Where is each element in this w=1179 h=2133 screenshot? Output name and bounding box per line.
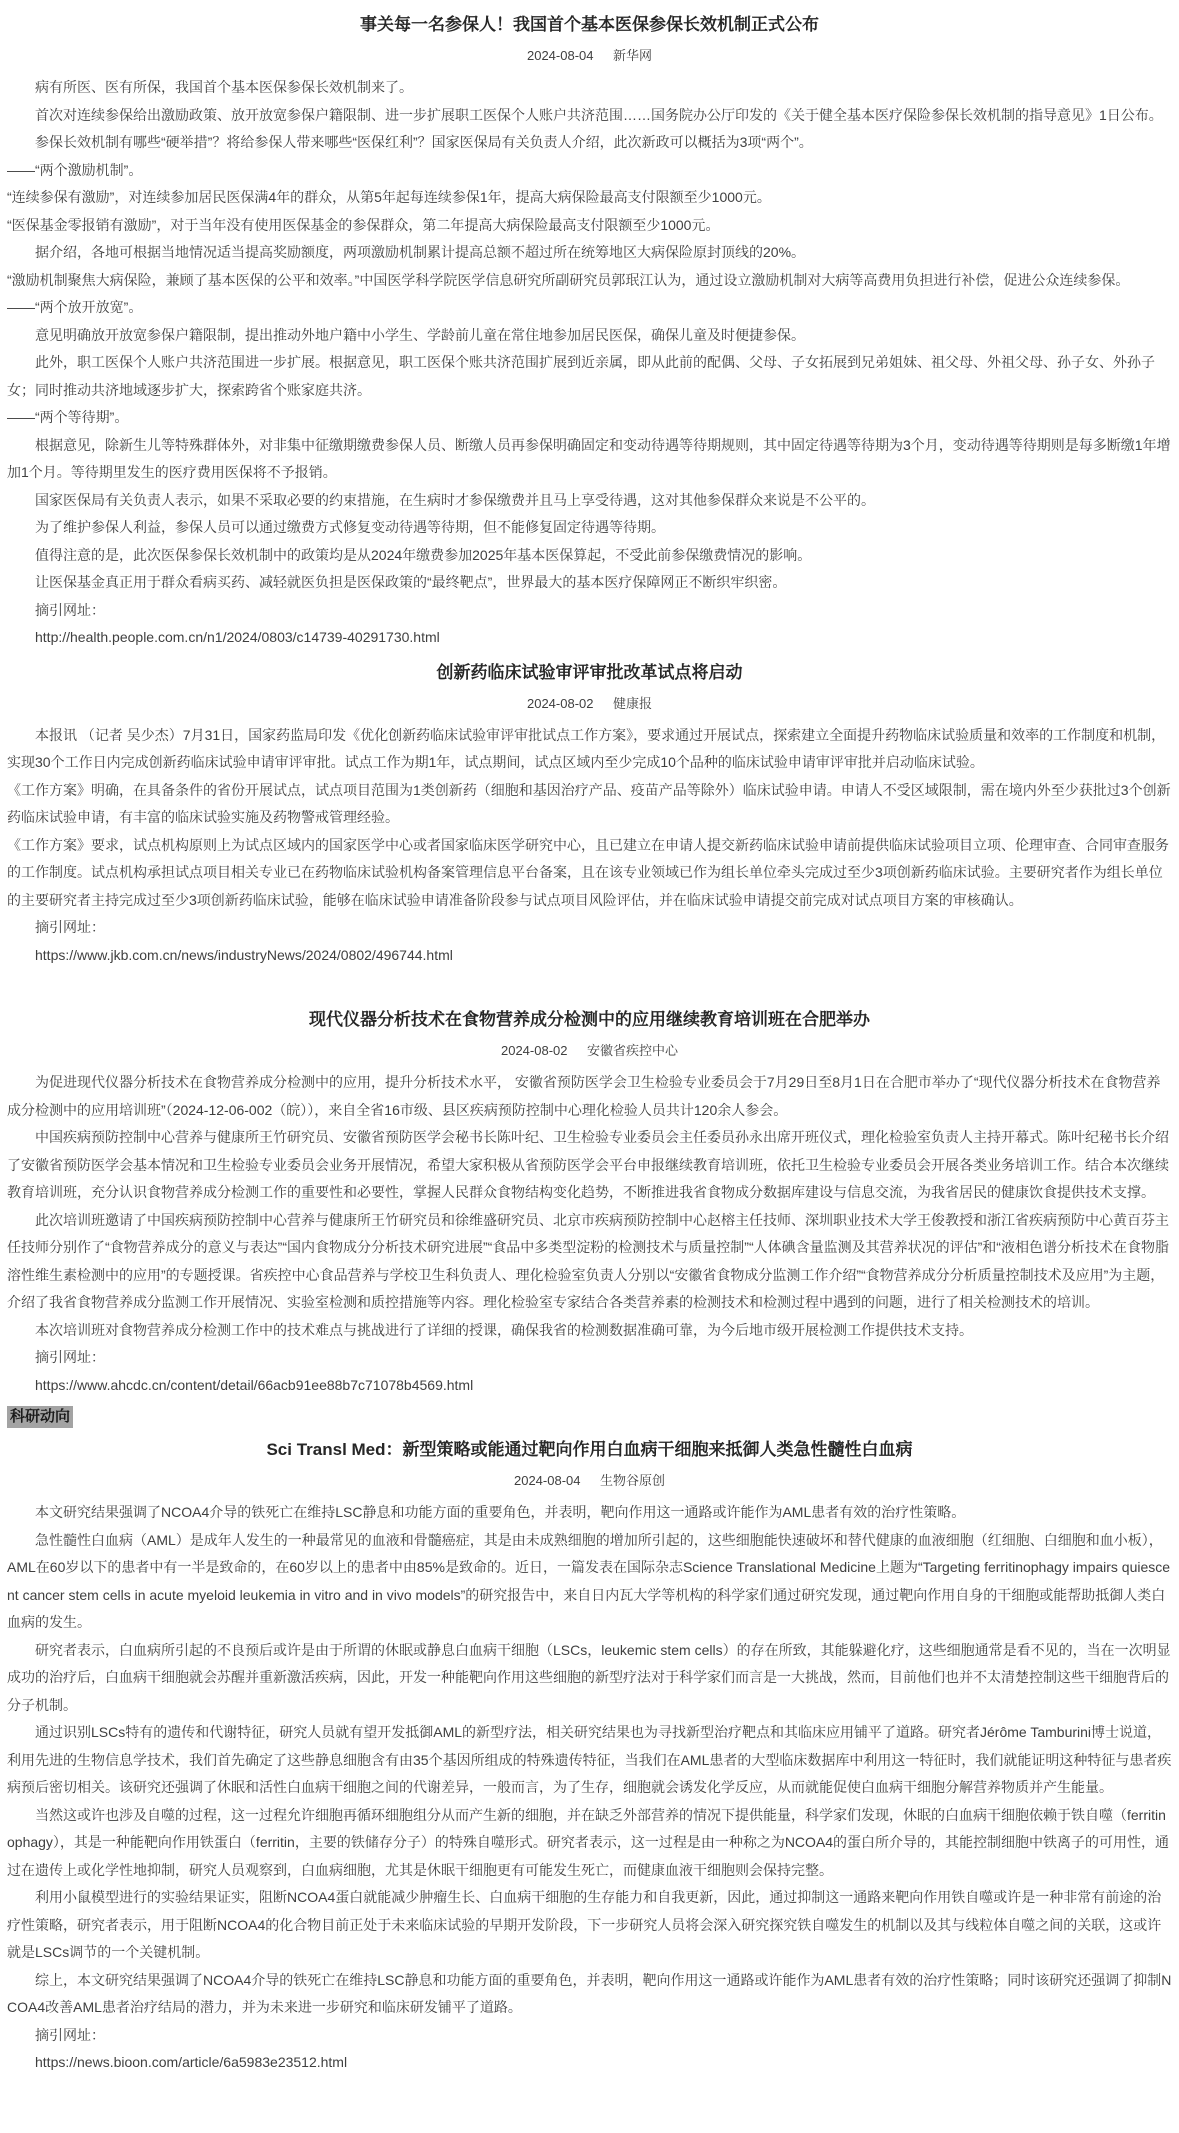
- article: [7, 1405, 1172, 2077]
- ref-url: https://news.bioon.com/article/6a5983e23512.html: [35, 2054, 348, 2070]
- article: [7, 658, 1172, 970]
- paragraph: 《工作方案》要求，试点机构原则上为试点区域内的国家医学中心或者国家临床医学研究中心，且已建立在申请人提交新药临床试验申请前提供临床试验项目立项、伦理审查、合同审查服务的工作制度。试点机构承担试点项目相关专业已在药物临床试验机构备案管理信息平台备案，且在该专业领域已作为组长单位牵头完成过至少3项创新药临床试验。主要研究者作为组长单位的主要研究者主持完成过至少3项创新药临床试验，能够在临床试验申请准备阶段参与试点项目风险评估，并在临床试验申请提交前完成对试点项目方案的审核确认。: [7, 836, 1169, 908]
- paragraph: ——“两个激励机制”。: [7, 161, 143, 178]
- article-date: 2024-08-04: [513, 1473, 581, 1488]
- paragraph: 据介绍，各地可根据当地情况适当提高奖励额度，两项激励机制累计提高总额不超过所在统筹地区大病保险原封顶线的20%。: [35, 244, 806, 260]
- paragraph: 本次培训班对食物营养成分检测工作中的技术难点与挑战进行了详细的授课，确保我省的检测数据准确可靠，为今后地市级开展检测工作提供技术支持。: [35, 1321, 973, 1338]
- paragraph: ——“两个等待期”。: [7, 409, 129, 425]
- paragraph: 为了维护参保人利益，参保人员可以通过缴费方式修复变动待遇等待期，但不能修复固定待遇等待期。: [35, 519, 665, 535]
- article-meta: [7, 42, 1172, 69]
- article-meta: [7, 690, 1172, 717]
- ref-label: 摘引网址：: [35, 1349, 105, 1365]
- articles-container: [7, 10, 1172, 2077]
- paragraph: 中国疾病预防控制中心营养与健康所王竹研究员、安徽省预防医学会秘书长陈叶纪、卫生检验专业委员会主任委员孙永出席开班仪式，理化检验室负责人主持开幕式。陈叶纪秘书长介绍了安徽省预防医学会基本情况和卫生检验专业委员会业务开展情况，希望大家积极从省预防医学会平台申报继续教育培训班，依托卫生检验专业委员会开展各类业务培训工作。结合本次继续教育培训班，充分认识食物营养成分检测工作的重要性和必要性，掌握人民群众食物结构变化趋势，不断推进我省食物成分数据库建设与信息交流，为我省居民的健康饮食提供技术支撑。: [7, 1129, 1169, 1200]
- ref-url: http://health.people.com.cn/n1/2024/0803/c14739-40291730.html: [35, 629, 440, 645]
- article-date: 2024-08-02: [500, 1043, 568, 1058]
- article-body: [7, 722, 1172, 915]
- paragraph: 国家医保局有关负责人表示，如果不采取必要的约束措施，在生病时才参保缴费并且马上享受待遇，这对其他参保群众来说是不公平的。: [35, 491, 875, 508]
- paragraph: 根据意见，除新生儿等特殊群体外，对非集中征缴期缴费参保人员、断缴人员再参保明确固定和变动待遇等待期规则，其中固定待遇等待期为3个月，变动待遇等待期则是每多断缴1年增加1个月。等待期里发生的医疗费用医保将不予报销。: [7, 436, 1171, 480]
- article-source: 安徽省疾控中心: [586, 1043, 678, 1058]
- paragraph: 《工作方案》明确，在具备条件的省份开展试点，试点项目范围为1类创新药（细胞和基因治疗产品、疫苗产品等除外）临床试验申请。申请人不受区域限制，需在境内外至少获批过3个创新药临床试验申请，有丰富的临床试验实施及药物警戒管理经验。: [7, 781, 1171, 825]
- article-title: Sci Transl Med：新型策略或能通过靶向作用白血病干细胞来抵御人类急性髓性白血病: [266, 1440, 913, 1459]
- article-date: 2024-08-02: [526, 695, 594, 711]
- article-meta: [7, 1037, 1172, 1064]
- paragraph: 让医保基金真正用于群众看病买药、减轻就医负担是医保政策的“最终靶点”，世界最大的基本医疗保障网正不断织牢织密。: [35, 574, 787, 590]
- section-label-row: [7, 1405, 1172, 1429]
- article: [7, 10, 1172, 652]
- paragraph: 首次对连续参保给出激励政策、放开放宽参保户籍限制、进一步扩展职工医保个人账户共济范围……国务院办公厅印发的《关于健全基本医疗保险参保长效机制的指导意见》1日公布。: [35, 106, 1163, 123]
- paragraph: 通过识别LSCs特有的遗传和代谢特征，研究人员就有望开发抵御AML的新型疗法，相关研究结果也为寻找新型治疗靶点和其临床应用铺平了道路。研究者Jérôme Tamburini博士说道，利用先进的生物信息学技术，我们首先确定了这些静息细胞含有由35个基因所组成的特殊遗传特征，当我们在AML患者的大型临床数据库中利用这一特征时，我们就能证明这种特征与患者疾病预后密切相关。该研究还强调了休眠和活性白血病干细胞之间的代谢差异，一般而言，为了生存，细胞就会诱发化学反应，从而就能促使白血病干细胞分解营养物质并产生能量。: [7, 1724, 1172, 1795]
- paragraph: 本报讯 （记者 吴少杰）7月31日，国家药监局印发《优化创新药临床试验审评审批试点工作方案》，要求通过开展试点，探索建立全面提升药物临床试验质量和效率的工作制度和机制，实现30个工作日内完成创新药临床试验申请审评审批。试点工作为期1年，试点期间，试点区域内至少完成10个品种的临床试验申请审评审批并启动临床试验。: [7, 726, 1166, 770]
- paragraph: ——“两个放开放宽”。: [7, 299, 143, 315]
- ref-url: https://www.jkb.com.cn/news/industryNews/2024/0802/496744.html: [35, 946, 453, 963]
- ref-label: 摘引网址：: [35, 2026, 105, 2043]
- article-body: [7, 74, 1172, 597]
- article: [7, 1005, 1172, 1399]
- article-title: 创新药临床试验审评审批改革试点将启动: [436, 662, 743, 682]
- article-body: [7, 1499, 1172, 2022]
- paragraph: 此外，职工医保个人账户共济范围进一步扩展。根据意见，职工医保个账共济范围扩展到近亲属，即从此前的配偶、父母、子女拓展到兄弟姐妹、祖父母、外祖父母、孙子女、外孙子女；同时推动共济地域逐步扩大，探索跨省个账家庭共济。: [7, 354, 1155, 398]
- article-body: [7, 1069, 1172, 1344]
- ref-label: 摘引网址：: [35, 601, 105, 618]
- article-source: 新华网: [612, 48, 652, 63]
- paragraph: “激励机制聚焦大病保险，兼顾了基本医保的公平和效率。”中国医学科学院医学信息研究所副研究员郭珉江认为，通过设立激励机制对大病等高费用负担进行补偿，促进公众连续参保。: [7, 271, 1130, 288]
- paragraph: 为促进现代仪器分析技术在食物营养成分检测中的应用，提升分析技术水平， 安徽省预防医学会卫生检验专业委员会于7月29日至8月1日在合肥市举办了“现代仪器分析技术在食物营养成分检测中的应用培训班”（2024-12-06-002（皖）），来自全省16市级、县区疾病预防控制中心理化检验人员共计120余人参会。: [7, 1074, 1161, 1118]
- article-title: 事关每一名参保人！我国首个基本医保参保长效机制正式公布: [360, 15, 819, 34]
- paragraph: 当然这或许也涉及自噬的过程，这一过程允许细胞再循环细胞组分从而产生新的细胞，并在缺乏外部营养的情况下提供能量，科学家们发现，休眠的白血病干细胞依赖于铁自噬（ferritinophagy），其是一种能靶向作用铁蛋白（ferritin，主要的铁储存分子）的特殊自噬形式。研究者表示，这一过程是由一种称之为NCOA4的蛋白所介导的，其能控制细胞中铁离子的可用性，通过在遗传上或化学性地抑制，研究人员观察到，白血病细胞，尤其是休眠干细胞更有可能发生死亡，而健康血液干细胞则会保持完整。: [7, 1806, 1170, 1878]
- ref-url: https://www.ahcdc.cn/content/detail/66acb91ee88b7c71078b4569.html: [35, 1376, 474, 1393]
- paragraph: 此次培训班邀请了中国疾病预防控制中心营养与健康所王竹研究员和徐维盛研究员、北京市疾病预防控制中心赵榕主任技师、深圳职业技术大学王俊教授和浙江省疾病预防中心黄百芬主任技师分别作了“食物营养成分的意义与表达”“国内食物成分分析技术研究进展”“食品中多类型淀粉的检测技术与质量控制”“人体碘含量监测及其营养状况的评估”和“液相色谱分析技术在食物脂溶性维生素检测中的应用”的专题授课。省疾控中心食品营养与学校卫生科负责人、理化检验室负责人分别以“安徽省食物成分监测工作介绍”“食物营养成分分析质量控制技术及应用”为主题，介绍了我省食物营养成分监测工作开展情况、实验室检测和质控措施等内容。理化检验室专家结合各类营养素的检测技术和检测过程中遇到的问题，进行了相关检测技术的培训。: [7, 1211, 1169, 1310]
- paragraph: 意见明确放开放宽参保户籍限制，提出推动外地户籍中小学生、学龄前儿童在常住地参加居民医保，确保儿童及时便捷参保。: [35, 326, 805, 343]
- article-source: 健康报: [612, 695, 652, 711]
- paragraph: 综上，本文研究结果强调了NCOA4介导的铁死亡在维持LSC静息和功能方面的重要角色，并表明，靶向作用这一通路或许能作为AML患者有效的治疗性策略；同时该研究还强调了抑制NCOA4改善AML患者治疗结局的潜力，并为未来进一步研究和临床研发铺平了道路。: [7, 1971, 1172, 2015]
- paragraph: “医保基金零报销有激励”，对于当年没有使用医保基金的参保群众，第二年提高大病保险最高支付限额至少1000元。: [7, 216, 720, 233]
- article-title: 现代仪器分析技术在食物营养成分检测中的应用继续教育培训班在合肥举办: [309, 1010, 870, 1029]
- paragraph: 急性髓性白血病（AML）是成年人发生的一种最常见的血液和骨髓癌症，其是由未成熟细胞的增加所引起的，这些细胞能快速破坏和替代健康的血液细胞（红细胞、白细胞和血小板），AML在60岁以下的患者中有一半是致命的，在60岁以上的患者中由85%是致命的。近日，一篇发表在国际杂志Science Translational Medicine上题为“Targeting ferritinophagy impairs quiescent cancer stem cells in acute myeloid leukemia in vitro and in vivo models”的研究报告中，来自日内瓦大学等机构的科学家们通过研究发现，通过靶向作用自身的干细胞或能帮助抵御人类白血病的发生。: [7, 1531, 1171, 1630]
- article-source: 生物谷原创: [599, 1473, 665, 1488]
- paragraph: 值得注意的是，此次医保参保长效机制中的政策均是从2024年缴费参加2025年基本医保算起，不受此前参保缴费情况的影响。: [35, 546, 812, 563]
- section-header-label: 科研动向: [7, 1406, 73, 1428]
- paragraph: 利用小鼠模型进行的实验结果证实，阻断NCOA4蛋白就能减少肿瘤生长、白血病干细胞的生存能力和自我更新，因此，通过抑制这一通路来靶向作用铁自噬或许是一种非常有前途的治疗性策略，研究者表示，用于阻断NCOA4的化合物目前正处于未来临床试验的早期开发阶段，下一步研究人员将会深入研究探究铁自噬发生的机制以及其与线粒体自噬之间的关联，这或许就是LSCs调节的一个关键机制。: [7, 1889, 1162, 1960]
- paragraph: “连续参保有激励”，对连续参加居民医保满4年的群众，从第5年起每连续参保1年，提高大病保险最高支付限额至少1000元。: [7, 189, 771, 205]
- paragraph: 本文研究结果强调了NCOA4介导的铁死亡在维持LSC静息和功能方面的重要角色，并表明，靶向作用这一通路或许能作为AML患者有效的治疗性策略。: [35, 1504, 966, 1520]
- paragraph: 研究者表示，白血病所引起的不良预后或许是由于所谓的休眠或静息白血病干细胞（LSCs，leukemic stem cells）的存在所致，其能躲避化疗，这些细胞通常是看不见的，当在一次明显成功的治疗后，白血病干细胞就会苏醒并重新激活疾病，因此，开发一种能靶向作用这些细胞的新型疗法对于科学家们而言是一大挑战，然而，目前他们也并不太清楚控制这些干细胞背后的分子机制。: [7, 1641, 1171, 1713]
- ref-label: 摘引网址：: [35, 919, 105, 935]
- article-date: 2024-08-04: [526, 48, 594, 63]
- article-meta: [7, 1467, 1172, 1494]
- paragraph: 参保长效机制有哪些“硬举措”？将给参保人带来哪些“医保红利”？国家医保局有关负责人介绍，此次新政可以概括为3项“两个”。: [35, 134, 813, 150]
- paragraph: 病有所医、医有所保，我国首个基本医保参保长效机制来了。: [35, 79, 413, 95]
